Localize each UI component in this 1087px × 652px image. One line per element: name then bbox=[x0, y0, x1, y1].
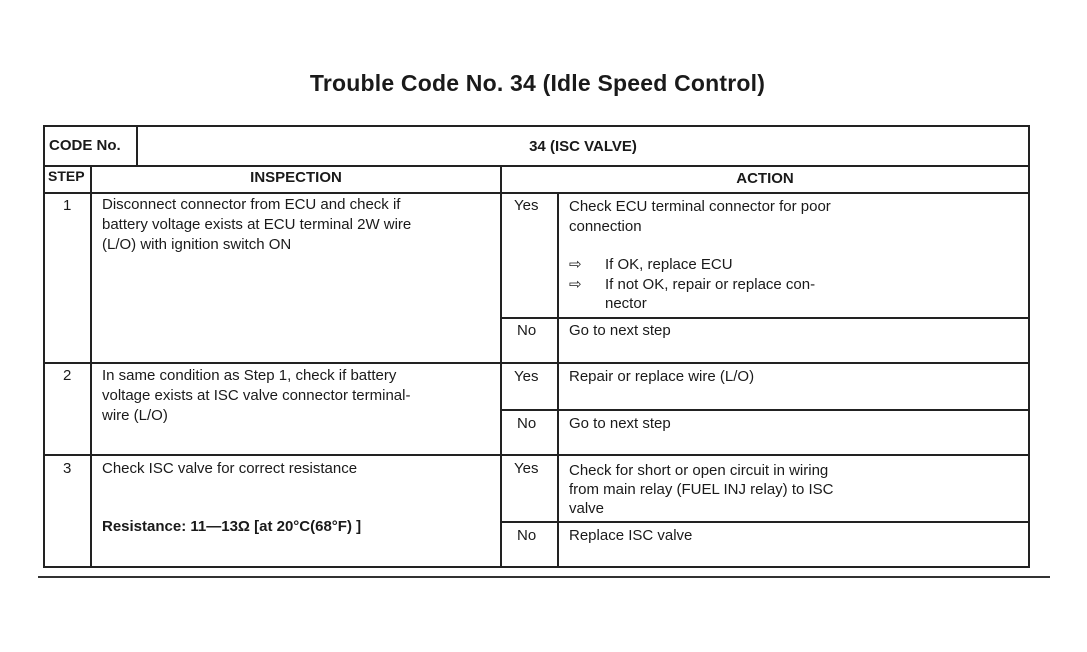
step-2-inspection-line-3: wire (L/O) bbox=[102, 407, 168, 424]
step-2-yes-action: Repair or replace wire (L/O) bbox=[569, 368, 755, 385]
step-3-yes-action-line-3: valve bbox=[569, 500, 605, 517]
step-2-yes-label: Yes bbox=[514, 368, 539, 385]
rule-step1-yes-no bbox=[500, 317, 1028, 319]
step-2-inspection-line-1: In same condition as Step 1, check if battery bbox=[102, 367, 397, 384]
step-1-sub-1 bbox=[569, 255, 733, 275]
arrow-right-icon: ⇨ bbox=[569, 276, 582, 293]
step-3-yes-label: Yes bbox=[514, 460, 539, 477]
step-3-inspection-line-1: Check ISC valve for correct resistance bbox=[102, 460, 358, 477]
code-label: CODE No. bbox=[49, 137, 121, 154]
rule-header-row bbox=[45, 192, 1028, 194]
rule-step2-end bbox=[45, 454, 1028, 456]
step-2-inspection-line-2: voltage exists at ISC valve connector terminal- bbox=[102, 387, 411, 404]
rule-code-row bbox=[45, 165, 1028, 167]
code-value: 34 (ISC VALVE) bbox=[529, 138, 637, 155]
step-header: STEP bbox=[48, 168, 85, 184]
step-2-number: 2 bbox=[63, 367, 72, 384]
step-2-no-action: Go to next step bbox=[569, 415, 671, 432]
step-1-number: 1 bbox=[63, 197, 72, 214]
step-3-resistance-spec: Resistance: 11—13Ω [at 20°C(68°F) ] bbox=[102, 518, 362, 535]
step-1-yes-label: Yes bbox=[514, 197, 539, 214]
step-3-number: 3 bbox=[63, 460, 72, 477]
page-bottom-rule bbox=[38, 576, 1050, 578]
rule-step3-yes-no bbox=[500, 521, 1028, 523]
step-1-sub-2 bbox=[569, 275, 815, 295]
step-1-sub-1-text: If OK, replace ECU bbox=[605, 256, 733, 273]
step-1-no-action: Go to next step bbox=[569, 322, 671, 339]
step-1-inspection-line-2: battery voltage exists at ECU terminal 2W wire bbox=[102, 216, 412, 233]
rule-yesno-col bbox=[557, 192, 559, 566]
trouble-code-table bbox=[43, 125, 1030, 568]
rule-step1-end bbox=[45, 362, 1028, 364]
step-3-yes-action-line-1: Check for short or open circuit in wiring bbox=[569, 462, 829, 479]
step-1-inspection-line-3: (L/O) with ignition switch ON bbox=[102, 236, 292, 253]
inspection-header: INSPECTION bbox=[250, 169, 342, 186]
rule-inspection-col bbox=[500, 165, 502, 566]
step-1-sub-2-text-2: nector bbox=[605, 295, 647, 312]
page-title: Trouble Code No. 34 (Idle Speed Control) bbox=[309, 70, 766, 96]
step-3-yes-action-line-2: from main relay (FUEL INJ relay) to ISC bbox=[569, 481, 834, 498]
rule-step2-yes-no bbox=[500, 409, 1028, 411]
step-1-yes-action-line-2: connection bbox=[569, 218, 642, 235]
action-header: ACTION bbox=[736, 170, 794, 187]
step-3-no-label: No bbox=[517, 527, 537, 544]
step-2-no-label: No bbox=[517, 415, 537, 432]
step-1-yes-action-line-1: Check ECU terminal connector for poor bbox=[569, 198, 831, 215]
step-1-sub-2-text-1: If not OK, repair or replace con- bbox=[605, 276, 816, 293]
rule-step-col bbox=[90, 165, 92, 566]
step-1-inspection-line-1: Disconnect connector from ECU and check if bbox=[102, 196, 401, 213]
step-3-no-action: Replace ISC valve bbox=[569, 527, 693, 544]
step-1-no-label: No bbox=[517, 322, 537, 339]
arrow-right-icon: ⇨ bbox=[569, 256, 582, 273]
